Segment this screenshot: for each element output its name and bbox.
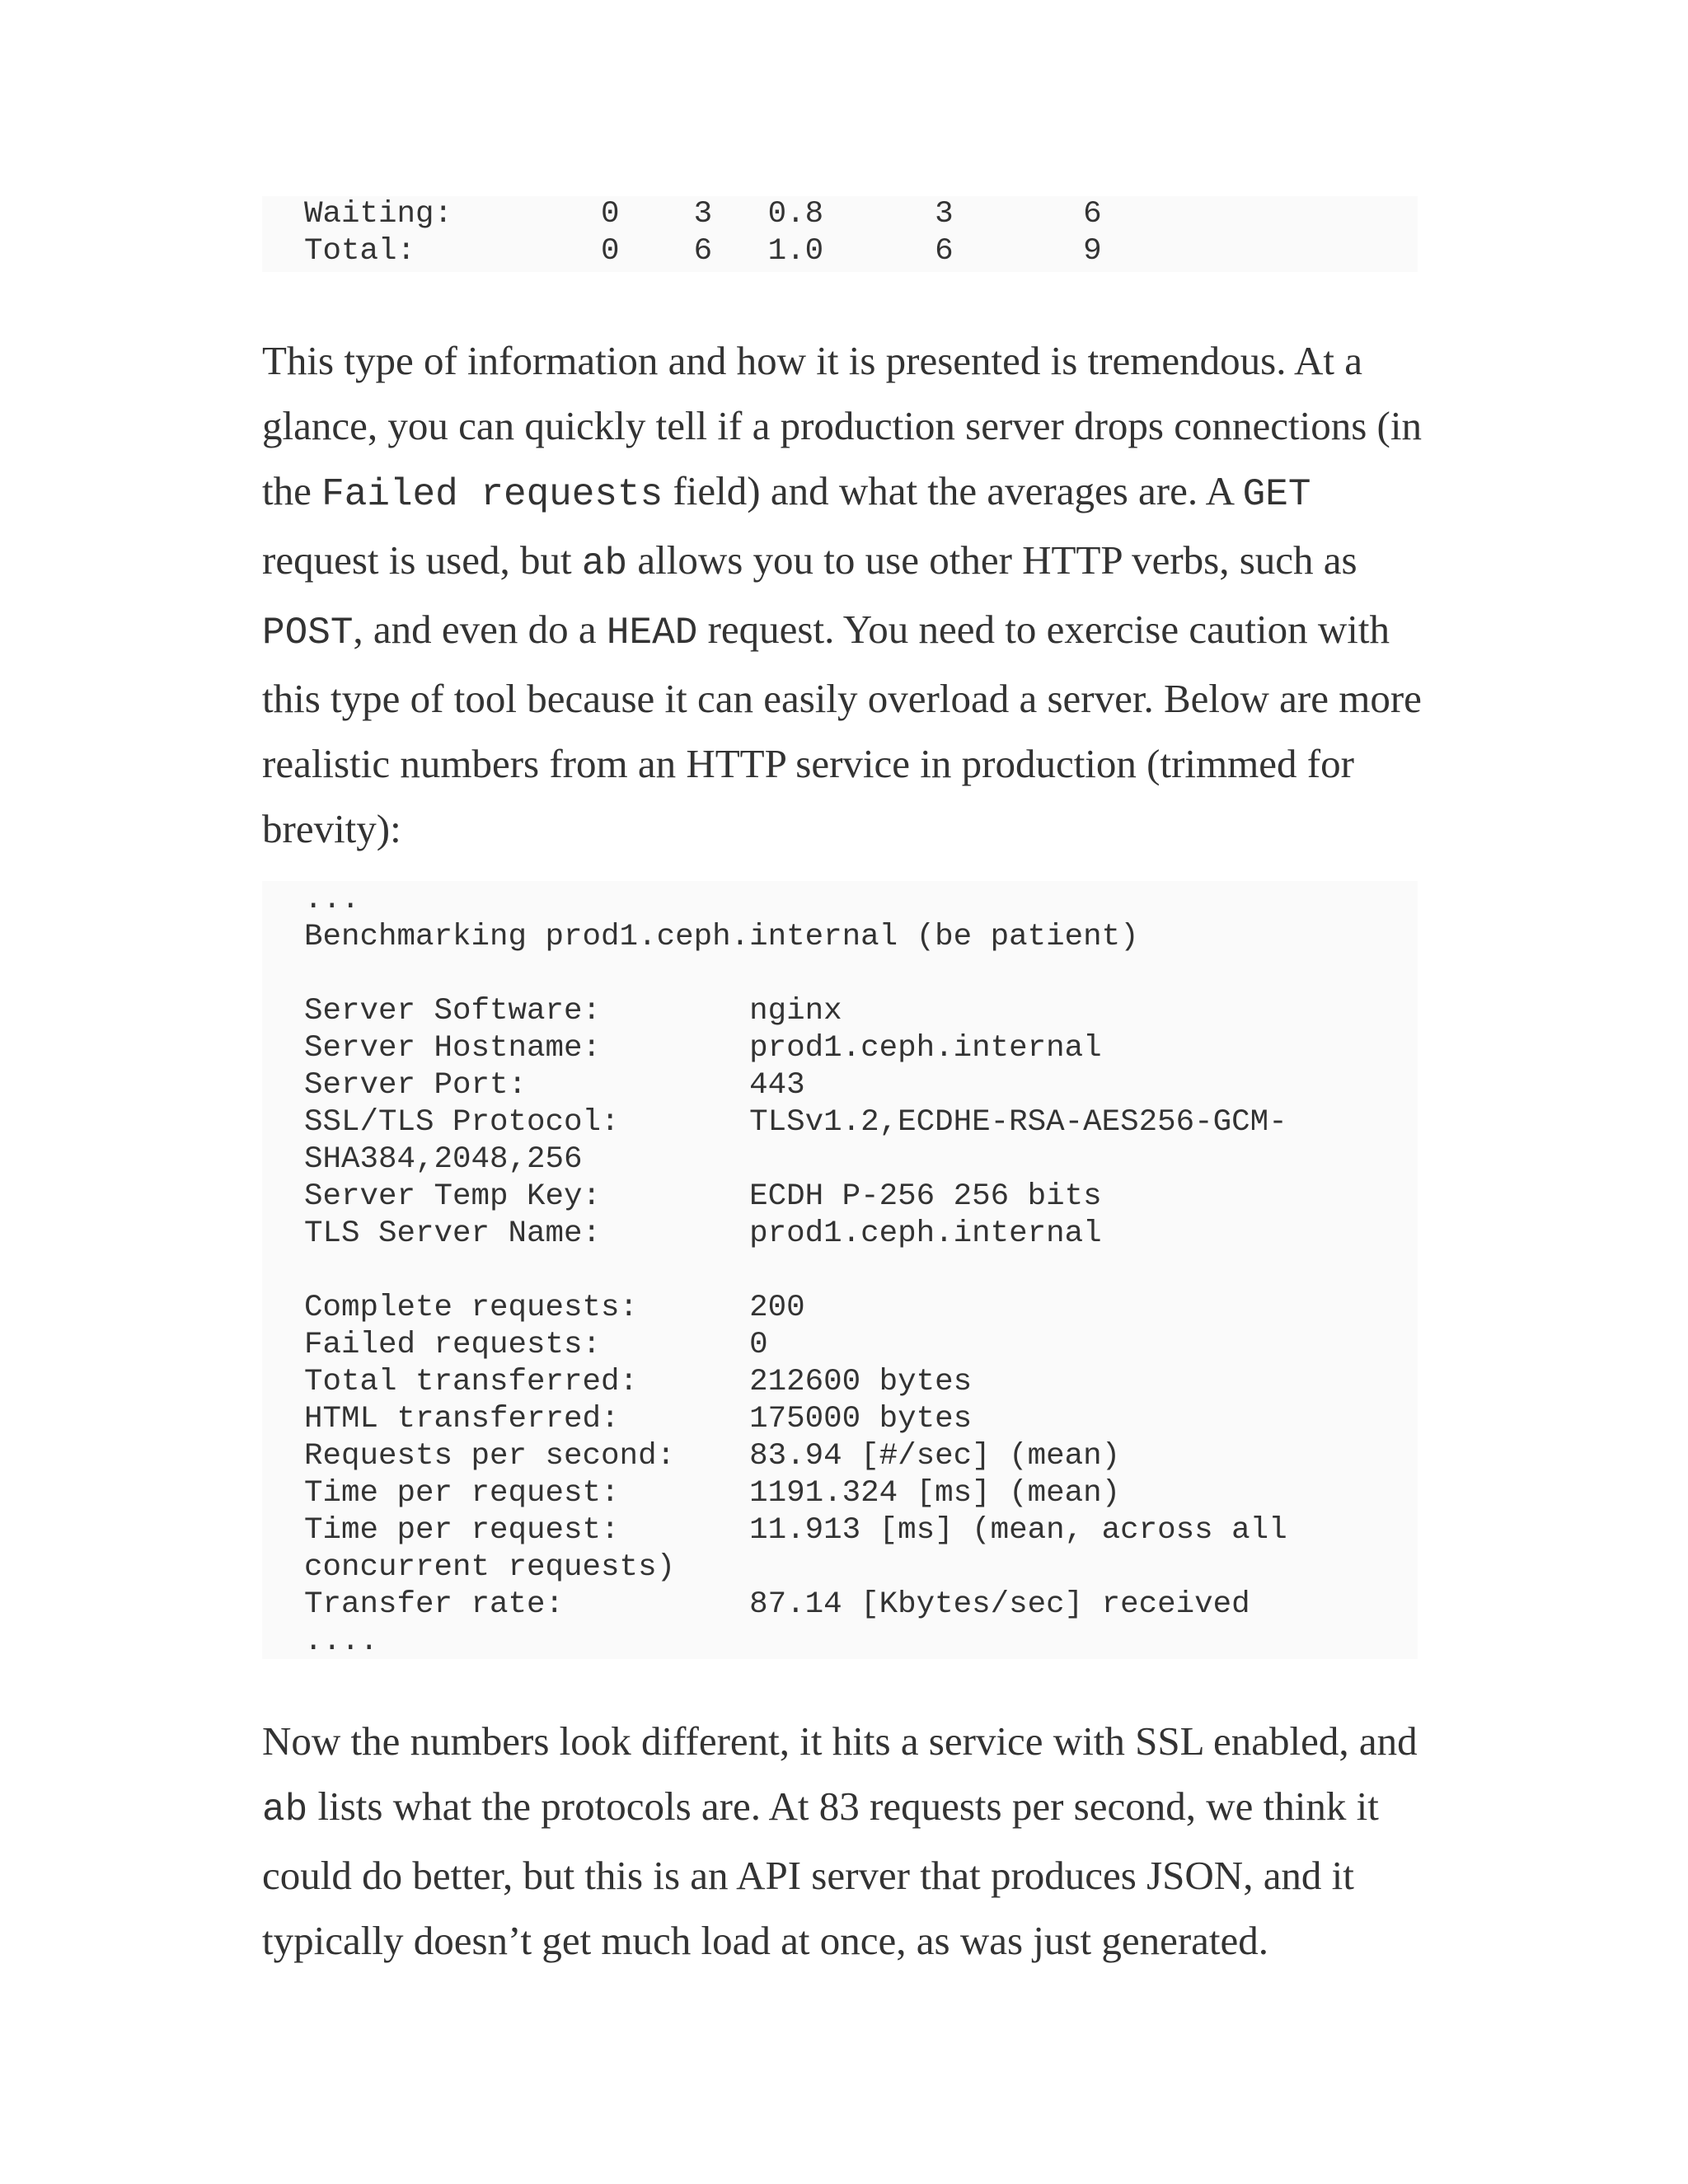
text-run: field) and what the averages are. A [663,468,1243,513]
code-block-benchmark-output [262,881,1418,1659]
code-line: SSL/TLS Protocol: TLSv1.2,ECDHE-RSA-AES256-GCM- [304,1105,1287,1140]
code-line [304,956,1418,993]
paragraph-analysis [262,328,1432,861]
code-line: Server Hostname: prod1.ceph.internal [304,1031,1102,1066]
inline-code: GET [1242,473,1311,516]
text-run: lists what the protocols are. At 83 requests per second, we think it could do better, but this is an API server that produces JSON, and it typically doesn’t get much load at once, as was just generated. [262,1783,1379,1963]
code-line: SHA384,2048,256 [304,1142,583,1177]
text-run: This type of information and how it is presented is tremendous. At a glance, you can quickly tell if a production server drops connections (in the [262,338,1422,513]
code-line: Total transferred: 212600 bytes [304,1365,973,1399]
code-line: Failed requests: 0 [304,1328,768,1362]
inline-code: ab [581,542,628,585]
code-line: HTML transferred: 175000 bytes [304,1402,973,1436]
code-line: Server Temp Key: ECDH P-256 256 bits [304,1179,1102,1214]
inline-code: Failed requests [321,473,663,516]
code-block-connection-times [262,196,1418,272]
code-line: Total: 0 6 1.0 6 9 [304,234,1102,269]
code-line: Requests per second: 83.94 [#/sec] (mean) [304,1439,1121,1474]
code-line: Waiting: 0 3 0.8 3 6 [304,197,1102,232]
code-line: TLS Server Name: prod1.ceph.internal [304,1216,1102,1251]
code-line: ... [304,883,360,917]
code-line: Benchmarking prod1.ceph.internal (be patient) [304,920,1139,954]
code-line: Time per request: 1191.324 [ms] (mean) [304,1476,1121,1511]
inline-code: HEAD [606,612,698,654]
text-run: , and even do a [353,607,607,652]
paragraph-conclusion [262,1708,1432,1973]
inline-code: POST [262,612,354,654]
code-line [304,1253,1418,1290]
inline-code: ab [262,1788,308,1831]
text-run: Now the numbers look different, it hits a service with SSL enabled, and [262,1718,1418,1764]
text-run: request is used, but [262,537,582,583]
code-line: Server Software: nginx [304,994,842,1029]
code-line: .... [304,1624,379,1659]
code-line: Server Port: 443 [304,1068,805,1103]
code-line: concurrent requests) [304,1550,676,1585]
text-run: allows you to use other HTTP verbs, such as [627,537,1357,583]
code-line: Complete requests: 200 [304,1291,805,1325]
code-line: Time per request: 11.913 [ms] (mean, across all [304,1513,1287,1548]
text-run: request. You need to exercise caution with this type of tool because it can easily overload a server. Below are more realistic numbers from an HTTP service in production (trimmed for brevity): [262,607,1422,851]
code-line: Transfer rate: 87.14 [Kbytes/sec] received [304,1587,1250,1622]
